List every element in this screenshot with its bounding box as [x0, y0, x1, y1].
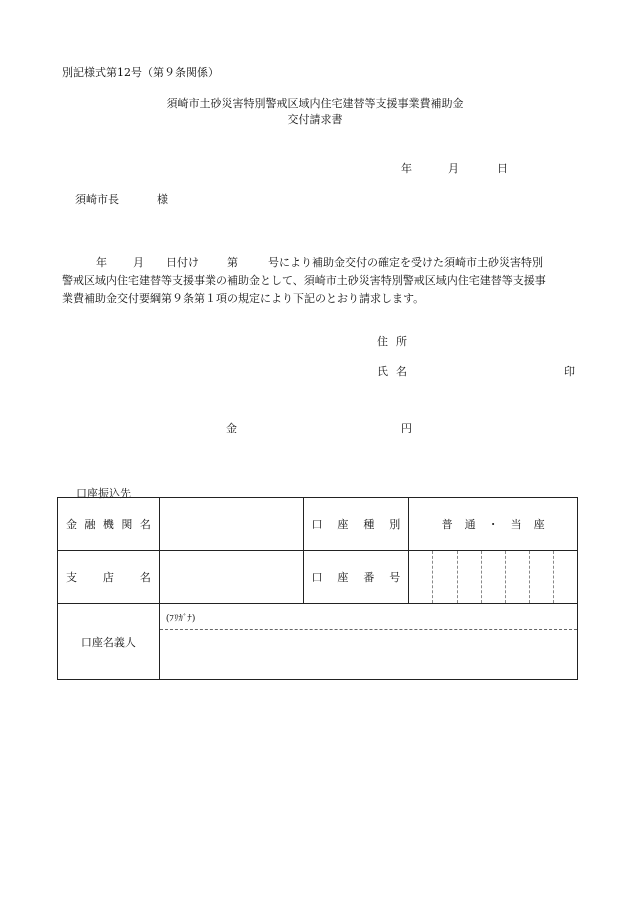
furigana-divider: [160, 629, 577, 630]
honorific: 様: [157, 193, 168, 206]
digit-box[interactable]: [458, 551, 482, 603]
account-section-title: 口座振込先: [76, 487, 131, 500]
type-char-1: 普: [441, 518, 453, 531]
digit-box[interactable]: [554, 551, 577, 603]
body-month: 月: [133, 256, 144, 269]
digit-box[interactable]: [530, 551, 554, 603]
type-char-5: 座: [533, 518, 545, 531]
body-dated: 日付け: [166, 256, 199, 269]
account-holder-label: 口座名義人: [58, 604, 160, 680]
amount-prefix: 金: [226, 422, 237, 435]
body-line2: 警戒区域内住宅建替等支援事業の補助金として、須崎市土砂災害特別警戒区域内住宅建替等支援事: [62, 274, 546, 287]
type-char-3: ・: [487, 518, 499, 531]
branch-name-label: 支店名: [58, 551, 160, 604]
type-char-2: 通: [464, 518, 476, 531]
body-number-prefix: 第: [227, 256, 238, 269]
digit-box[interactable]: [409, 551, 433, 603]
type-char-4: 当: [510, 518, 522, 531]
name-label: 氏名: [377, 365, 415, 378]
account-holder-field[interactable]: [159, 604, 577, 680]
form-number: 別記様式第12号（第９条関係）: [62, 66, 219, 79]
body-year: 年: [96, 256, 107, 269]
date-day: 日: [497, 162, 508, 175]
digit-box[interactable]: [433, 551, 457, 603]
digit-box[interactable]: [482, 551, 506, 603]
date-month: 月: [448, 162, 459, 175]
form-title: 須崎市土砂災害特別警戒区域内住宅建替等支援事業費補助金: [166, 97, 464, 110]
date-year: 年: [401, 162, 412, 175]
digit-box[interactable]: [506, 551, 530, 603]
account-type-label: 口座種別: [303, 498, 409, 551]
branch-name-field[interactable]: [159, 551, 303, 604]
account-table: [57, 497, 578, 680]
body-line1: 号により補助金交付の確定を受けた須崎市土砂災害特別: [268, 256, 543, 269]
amount-suffix: 円: [401, 422, 412, 435]
bank-name-label: 金融機関名: [58, 498, 160, 551]
account-number-field[interactable]: [409, 551, 578, 604]
body-line3: 業費補助金交付要綱第９条第１項の規定により下記のとおり請求します。: [62, 292, 425, 305]
form-subtitle: 交付請求書: [287, 113, 343, 126]
account-number-label: 口座番号: [303, 551, 409, 604]
bank-name-field[interactable]: [159, 498, 303, 551]
account-type-options[interactable]: [409, 498, 578, 551]
furigana-label: (ﾌﾘｶﾞﾅ): [165, 614, 196, 624]
seal-mark: 印: [564, 365, 575, 378]
addressee: 須崎市長: [75, 193, 119, 206]
request-statement: [62, 254, 582, 308]
address-label: 住所: [377, 335, 415, 348]
